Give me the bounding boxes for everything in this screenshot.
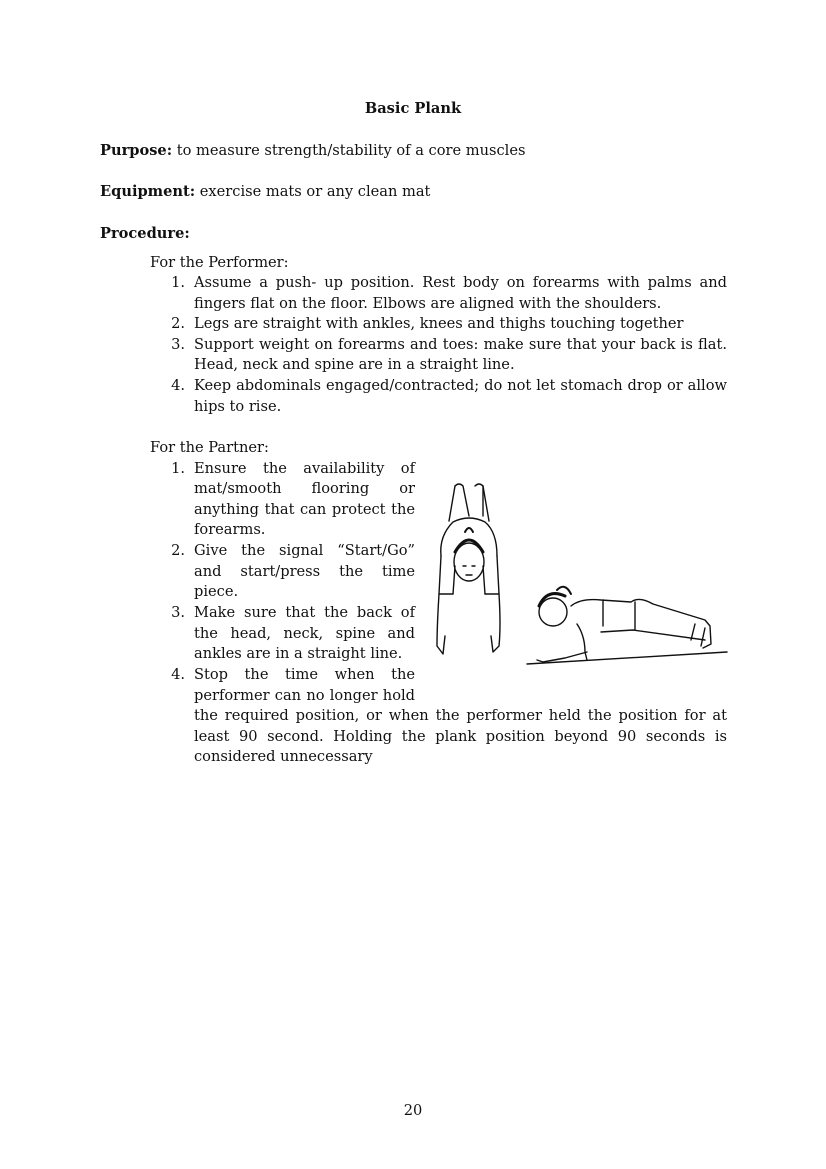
list-item-line: Keep abdominals engaged/contracted; do not let stomach drop or allow bbox=[194, 377, 727, 394]
list-item-line: performer can no longer hold bbox=[194, 687, 415, 704]
performer-heading: For the Performer: bbox=[150, 254, 289, 271]
list-item-line: Ensure the availability of bbox=[194, 460, 415, 477]
purpose-label: Purpose: bbox=[100, 142, 173, 159]
list-number: 4. bbox=[171, 666, 185, 683]
list-item-line: Legs are straight with ankles, knees and thighs touching together bbox=[194, 315, 684, 332]
list-item-line: mat/smooth flooring or bbox=[194, 480, 415, 497]
list-number: 3. bbox=[171, 336, 185, 353]
list-number: 2. bbox=[171, 542, 185, 559]
list-item-line: the required position, or when the performer held the position for at bbox=[194, 707, 727, 724]
list-item-line: ankles are in a straight line. bbox=[194, 645, 403, 662]
list-item-line: fingers flat on the floor. Elbows are aligned with the shoulders. bbox=[194, 295, 662, 312]
plank-illustration bbox=[425, 476, 735, 686]
list-item-line: and start/press the time bbox=[194, 563, 415, 580]
procedure-label: Procedure: bbox=[100, 225, 190, 242]
list-number: 2. bbox=[171, 315, 185, 332]
equipment-line bbox=[100, 182, 430, 203]
list-item-line: Give the signal “Start/Go” bbox=[194, 542, 415, 559]
list-number: 4. bbox=[171, 377, 185, 394]
list-number: 1. bbox=[171, 460, 185, 477]
list-item-line: Stop the time when the bbox=[194, 666, 415, 683]
list-item-line: least 90 second. Holding the plank position beyond 90 seconds is bbox=[194, 728, 727, 745]
list-item-line: forearms. bbox=[194, 521, 266, 538]
equipment-text: exercise mats or any clean mat bbox=[199, 183, 431, 200]
list-number: 1. bbox=[171, 274, 185, 291]
purpose-line bbox=[100, 141, 525, 162]
partner-heading: For the Partner: bbox=[150, 439, 269, 456]
list-item-line: piece. bbox=[194, 583, 239, 600]
list-item-line: Head, neck and spine are in a straight line. bbox=[194, 356, 515, 373]
list-item-line: Assume a push- up position. Rest body on forearms with palms and bbox=[194, 274, 727, 291]
list-number: 3. bbox=[171, 604, 185, 621]
equipment-label: Equipment: bbox=[100, 183, 196, 200]
list-item-line: considered unnecessary bbox=[194, 748, 373, 765]
front-view-figure bbox=[437, 484, 500, 654]
list-item-line: the head, neck, spine and bbox=[194, 625, 415, 642]
list-item-line: hips to rise. bbox=[194, 398, 282, 415]
list-item-line: Support weight on forearms and toes: make sure that your back is flat. bbox=[194, 336, 727, 353]
page-title: Basic Plank bbox=[364, 100, 462, 117]
list-item-line: anything that can protect the bbox=[194, 501, 415, 518]
page-number: 20 bbox=[403, 1102, 423, 1119]
purpose-text: to measure strength/stability of a core muscles bbox=[176, 142, 526, 159]
side-view-figure bbox=[527, 587, 727, 664]
list-item-line: Make sure that the back of bbox=[194, 604, 415, 621]
